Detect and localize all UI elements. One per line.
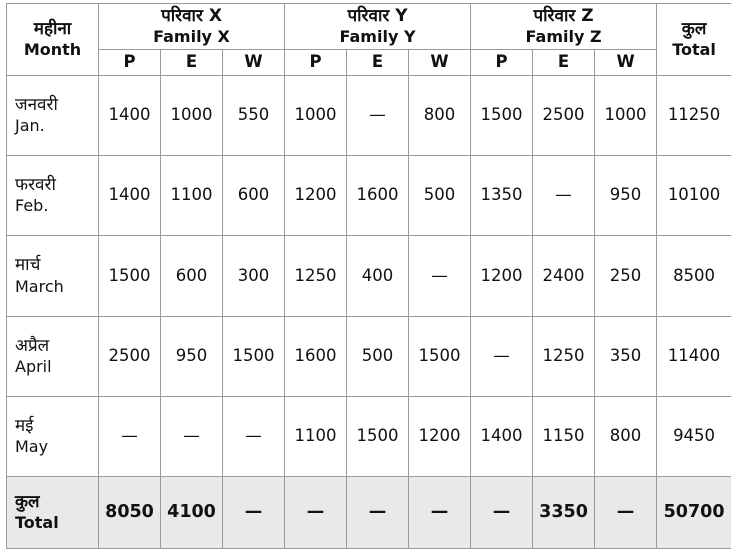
cell-march-z-e: 2400: [533, 236, 595, 316]
header-group-family-x: [99, 4, 285, 50]
cell-march-z-w: 250: [595, 236, 657, 316]
cell-jan-x-e: 1000: [161, 75, 223, 155]
cell-feb-x-w: 600: [223, 156, 285, 236]
header-group-family-z-hi: परिवार Z: [533, 6, 594, 26]
row-label-feb: [7, 156, 99, 236]
header-y-w: W: [409, 50, 471, 76]
row-label-total-hi: कुल: [15, 492, 40, 513]
cell-total-z-w: —: [595, 477, 657, 549]
cell-total-grand: 50700: [657, 477, 731, 549]
header-group-family-z: [471, 4, 657, 50]
cell-feb-y-e: 1600: [347, 156, 409, 236]
row-label-total: [7, 477, 99, 549]
header-group-family-x-en: Family X: [153, 27, 230, 47]
header-z-w: W: [595, 50, 657, 76]
header-group-family-x-hi: परिवार X: [161, 6, 222, 26]
cell-april-x-e: 950: [161, 316, 223, 396]
cell-april-y-w: 1500: [409, 316, 471, 396]
cell-may-z-w: 800: [595, 397, 657, 477]
cell-may-x-p: —: [99, 397, 161, 477]
header-x-p: P: [99, 50, 161, 76]
cell-jan-x-p: 1400: [99, 75, 161, 155]
row-label-feb-hi: फरवरी: [15, 175, 56, 196]
row-label-march-en: March: [15, 276, 64, 296]
cell-feb-z-w: 950: [595, 156, 657, 236]
row-label-march: [7, 236, 99, 316]
row-label-march-hi: मार्च: [15, 255, 41, 276]
row-label-may: [7, 397, 99, 477]
header-month: [7, 4, 99, 76]
cell-total-x-w: —: [223, 477, 285, 549]
cell-may-y-w: 1200: [409, 397, 471, 477]
cell-feb-x-p: 1400: [99, 156, 161, 236]
row-label-jan-en: Jan.: [15, 116, 45, 136]
table-row: [7, 236, 731, 316]
header-y-e: E: [347, 50, 409, 76]
cell-may-z-e: 1150: [533, 397, 595, 477]
cell-jan-y-w: 800: [409, 75, 471, 155]
cell-total-z-p: —: [471, 477, 533, 549]
header-month-hi: महीना: [33, 18, 72, 39]
cell-jan-z-p: 1500: [471, 75, 533, 155]
row-label-jan: [7, 75, 99, 155]
cell-jan-z-w: 1000: [595, 75, 657, 155]
cell-march-y-e: 400: [347, 236, 409, 316]
table-head: [7, 4, 731, 76]
cell-feb-x-e: 1100: [161, 156, 223, 236]
table-row: [7, 75, 731, 155]
cell-may-x-e: —: [161, 397, 223, 477]
header-group-family-z-en: Family Z: [525, 27, 602, 47]
row-label-april-hi: अप्रैल: [15, 335, 50, 356]
cell-april-x-p: 2500: [99, 316, 161, 396]
cell-total-z-e: 3350: [533, 477, 595, 549]
cell-total-x-e: 4100: [161, 477, 223, 549]
cell-april-y-e: 500: [347, 316, 409, 396]
cell-march-y-w: —: [409, 236, 471, 316]
cell-may-y-e: 1500: [347, 397, 409, 477]
cell-total-y-e: —: [347, 477, 409, 549]
cell-feb-y-w: 500: [409, 156, 471, 236]
cell-may-total: 9450: [657, 397, 731, 477]
header-group-row: [7, 4, 731, 50]
table-row: [7, 397, 731, 477]
cell-jan-y-e: —: [347, 75, 409, 155]
cell-april-z-p: —: [471, 316, 533, 396]
family-consumption-table: [6, 3, 731, 549]
cell-jan-z-e: 2500: [533, 75, 595, 155]
header-group-family-y: [285, 4, 471, 50]
row-label-total-en: Total: [15, 513, 59, 533]
table-body: [7, 75, 731, 548]
cell-total-y-p: —: [285, 477, 347, 549]
header-total: [657, 4, 731, 76]
cell-may-y-p: 1100: [285, 397, 347, 477]
header-z-e: E: [533, 50, 595, 76]
cell-jan-y-p: 1000: [285, 75, 347, 155]
cell-april-total: 11400: [657, 316, 731, 396]
table-total-row: [7, 477, 731, 549]
cell-march-x-p: 1500: [99, 236, 161, 316]
header-y-p: P: [285, 50, 347, 76]
cell-feb-z-p: 1350: [471, 156, 533, 236]
row-label-may-hi: मई: [15, 416, 34, 437]
table-row: [7, 156, 731, 236]
row-label-april: [7, 316, 99, 396]
header-subcolumn-row: [7, 50, 731, 76]
cell-april-z-e: 1250: [533, 316, 595, 396]
cell-march-z-p: 1200: [471, 236, 533, 316]
cell-april-x-w: 1500: [223, 316, 285, 396]
cell-march-x-e: 600: [161, 236, 223, 316]
header-month-en: Month: [23, 40, 82, 60]
row-label-april-en: April: [15, 356, 52, 376]
header-group-family-y-en: Family Y: [339, 27, 416, 47]
cell-may-x-w: —: [223, 397, 285, 477]
header-group-family-y-hi: परिवार Y: [347, 6, 408, 26]
cell-april-z-w: 350: [595, 316, 657, 396]
cell-feb-total: 10100: [657, 156, 731, 236]
cell-april-y-p: 1600: [285, 316, 347, 396]
cell-feb-z-e: —: [533, 156, 595, 236]
cell-may-z-p: 1400: [471, 397, 533, 477]
cell-march-x-w: 300: [223, 236, 285, 316]
cell-march-total: 8500: [657, 236, 731, 316]
row-label-jan-hi: जनवरी: [15, 94, 58, 115]
cell-march-y-p: 1250: [285, 236, 347, 316]
header-total-hi: कुल: [681, 18, 707, 39]
table-row: [7, 316, 731, 396]
header-total-en: Total: [672, 40, 716, 60]
cell-jan-total: 11250: [657, 75, 731, 155]
cell-feb-y-p: 1200: [285, 156, 347, 236]
cell-jan-x-w: 550: [223, 75, 285, 155]
header-z-p: P: [471, 50, 533, 76]
row-label-feb-en: Feb.: [15, 196, 49, 216]
cell-total-y-w: —: [409, 477, 471, 549]
header-x-e: E: [161, 50, 223, 76]
row-label-may-en: May: [15, 437, 49, 457]
header-x-w: W: [223, 50, 285, 76]
cell-total-x-p: 8050: [99, 477, 161, 549]
